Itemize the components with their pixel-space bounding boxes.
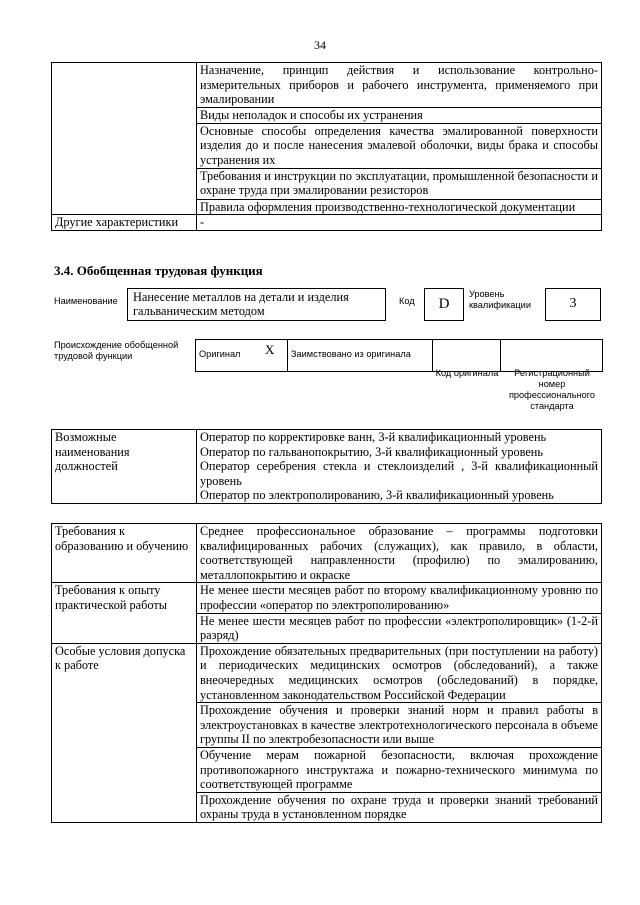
code-label: Код <box>399 296 415 306</box>
section-title: 3.4. Обобщенная трудовая функция <box>54 263 263 278</box>
origin-label: Происхождение обобщенной трудовой функции <box>54 340 179 361</box>
position-item: Оператор серебрения стекла и стеклоизделий , 3-й квалификационный уровень <box>197 459 602 488</box>
special-value: Прохождение обучения по охране труда и проверки знаний требований охраны труда в установленном порядке <box>197 792 602 822</box>
position-item: Оператор по электрополированию, 3-й квалификационный уровень <box>197 488 602 503</box>
original-code-cell <box>433 340 501 372</box>
special-value: Прохождение обязательных предварительных (при поступлении на работу) и периодических медицинских осмотров (обследований), а также внеочередных медицинских осмотров (обследований) в порядке, установленном законодательством Российской Федерации <box>197 643 602 702</box>
level-box <box>545 288 601 321</box>
original-label: Оригинал <box>196 340 253 372</box>
experience-value: Не менее шести месяцев работ по профессии «электрополировщик» (1-2-й разряд) <box>197 613 602 643</box>
knowledge-item: Правила оформления производственно-технологической документации <box>197 199 602 215</box>
knowledge-item: Назначение, принцип действия и использование контрольно-измерительных приборов и рабочего инструмента, применяемого при эмалировании <box>197 63 602 108</box>
borrowed-label: Заимствовано из оригинала <box>288 340 433 372</box>
positions-label: Возможные наименования должностей <box>52 430 197 504</box>
page-number: 34 <box>314 38 326 52</box>
experience-value: Не менее шести месяцев работ по второму квалификационному уровню по профессии «оператор по электрополированию» <box>197 583 602 613</box>
knowledge-label-cell <box>52 63 197 215</box>
knowledge-table <box>51 62 602 231</box>
knowledge-item: Виды неполадок и способы их устранения <box>197 108 602 124</box>
positions-table <box>51 429 602 504</box>
reg-number-cell <box>501 340 603 372</box>
special-label: Особые условия допуска к работе <box>52 643 197 822</box>
function-name-value: Нанесение металлов на детали и изделия гальваническим методом <box>133 290 349 318</box>
knowledge-item: Требования и инструкции по эксплуатации, промышленной безопасности и охране труда при эмалировании резисторов <box>197 168 602 199</box>
knowledge-item: Основные способы определения качества эмалированной поверхности изделия до и после нанесения эмалевой оболочки, виды брака и способы устранения их <box>197 123 602 168</box>
special-value: Прохождение обучения и проверки знаний норм и правил работы в электроустановках в качестве электротехнологического персонала в объеме группы II по электробезопасности или выше <box>197 703 602 748</box>
position-item: Оператор по гальванопокрытию, 3-й квалификационный уровень <box>197 445 602 460</box>
other-characteristics-value: - <box>197 215 602 231</box>
education-value: Среднее профессиональное образование – программы подготовки квалифицированных рабочих (служащих), как правило, в области, соответствующей направленности (профилю) по эмалированию, металлопокрытию и окраске <box>197 524 602 583</box>
code-value: D <box>438 296 450 312</box>
level-label: Уровень квалификации <box>469 289 531 310</box>
position-item: Оператор по корректировке ванн, 3-й квалификационный уровень <box>197 430 602 445</box>
function-name-box <box>127 288 386 321</box>
education-label: Требования к образованию и обучению <box>52 524 197 583</box>
original-mark: X <box>253 340 288 372</box>
special-value: Обучение мерам пожарной безопасности, включая прохождение противопожарного инструктажа и пожарно-технического минимума по соответствующей программе <box>197 747 602 792</box>
experience-label: Требования к опыту практической работы <box>52 583 197 643</box>
other-characteristics-label: Другие характеристики <box>52 215 197 231</box>
code-caption: Код оригинала <box>435 368 499 378</box>
reg-caption: Регистрационный номер профессионального стандарта <box>508 368 596 411</box>
level-value: 3 <box>569 296 577 311</box>
name-label: Наименование <box>54 296 118 306</box>
requirements-table <box>51 523 602 823</box>
code-box <box>424 288 464 321</box>
